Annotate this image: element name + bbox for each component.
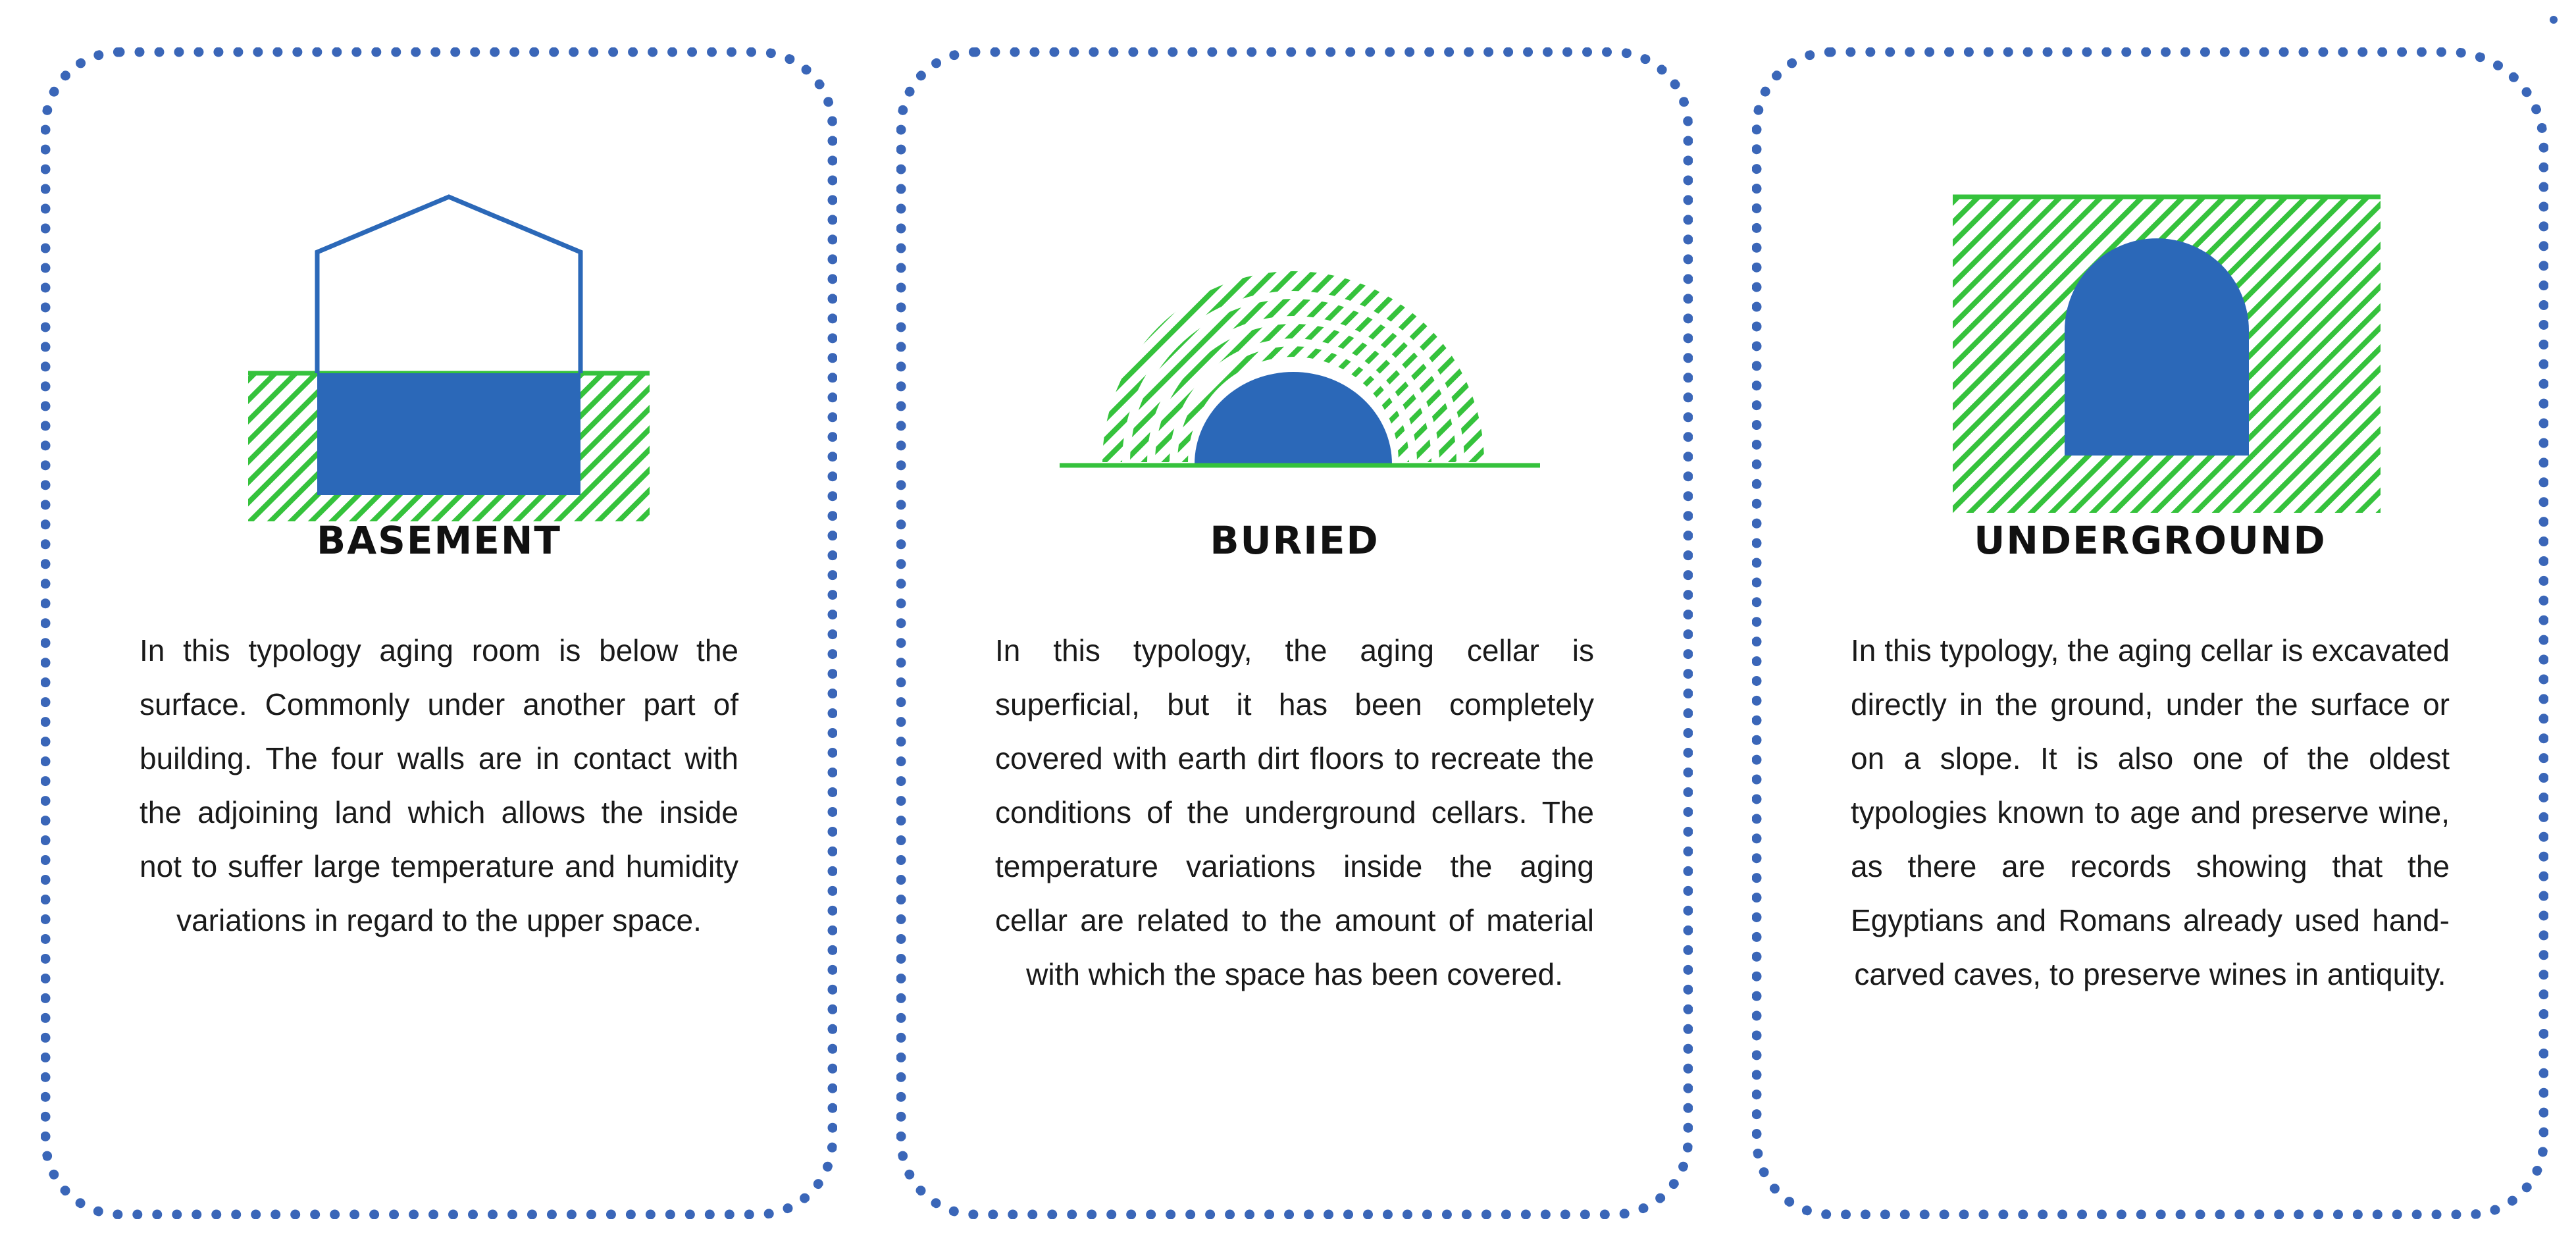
basement-card bbox=[41, 47, 837, 1219]
excavated-cave bbox=[2065, 238, 2249, 456]
house-outline bbox=[317, 197, 580, 373]
buried-illustration bbox=[906, 123, 1683, 544]
edge-fragment bbox=[2540, 0, 2576, 39]
card-description: In this typology, the aging cellar is excavated directly in the ground, under the surface or on a slope. It is also one of the oldest typologies known to age and preserve wine, as there are records showing that the Egyptians and Romans already used hand-carved caves, to preserve wines in antiquity. bbox=[1851, 633, 2450, 991]
aging-room bbox=[317, 373, 580, 495]
card-title: UNDERGROUND bbox=[1974, 518, 2327, 563]
basement-illustration bbox=[51, 123, 827, 544]
card-description: In this typology, the aging cellar is superficial, but it has been completely covered with earth dirt floors to recreate the conditions of the underground cellars. The temperature variations inside the aging cellar are related to the amount of material with which the space has been covered. bbox=[995, 633, 1594, 991]
underground-illustration bbox=[1762, 123, 2538, 544]
buried-card bbox=[896, 47, 1693, 1219]
card-title: BURIED bbox=[1210, 518, 1379, 563]
underground-card bbox=[1752, 47, 2548, 1219]
card-title: BASEMENT bbox=[317, 518, 561, 563]
card-description: In this typology aging room is below the surface. Commonly under another part of building. The four walls are in contact with the adjoining land which allows the inside not to suffer large temperature and humidity variations in regard to the upper space. bbox=[140, 633, 738, 937]
